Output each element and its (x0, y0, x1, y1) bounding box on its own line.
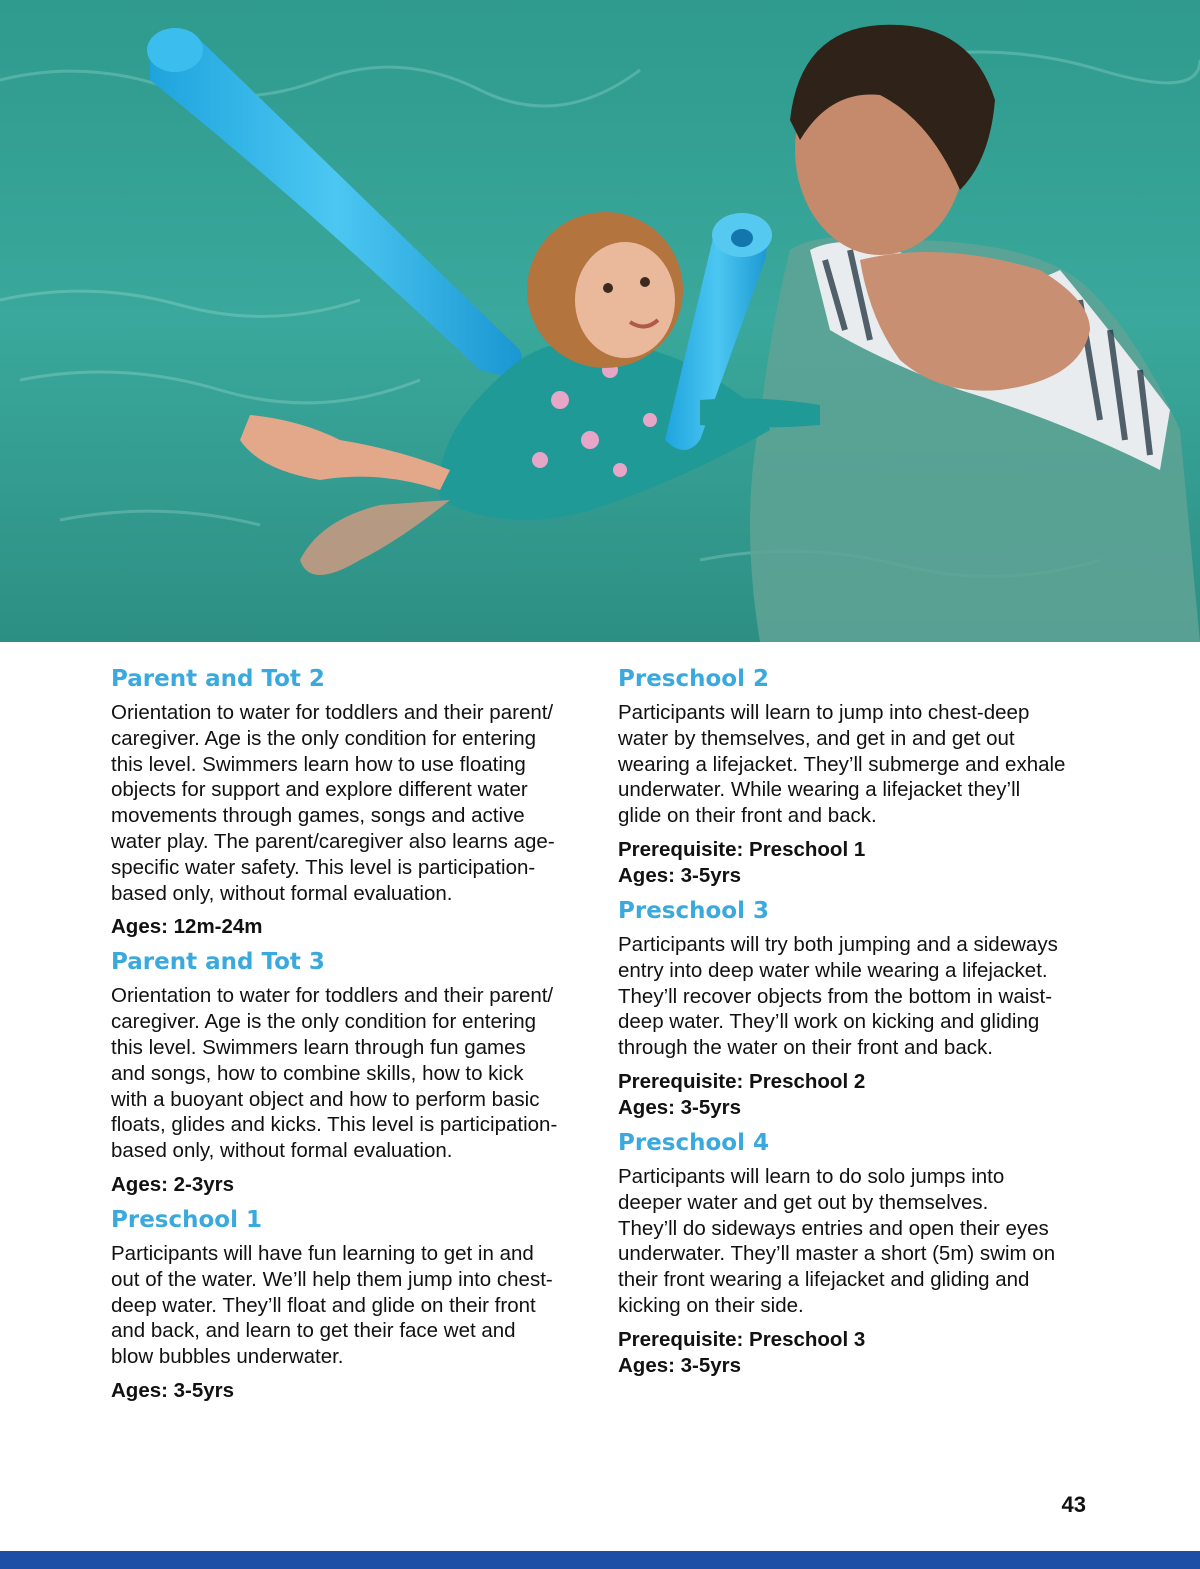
section-preschool-3 (618, 894, 1098, 1121)
section-meta (618, 1069, 1098, 1121)
section-preschool-4 (618, 1126, 1098, 1379)
section-meta (618, 837, 1098, 889)
section-meta (111, 1172, 586, 1198)
section-meta (618, 1327, 1098, 1379)
section-description: Participants will learn to do solo jumps into deeper water and get out by themselves. They’ll do sideways entries and open their eyes underwater. They’ll master a short (5m) swim on their front wearing a lifejacket and gliding and kicking on their side. (618, 1164, 1056, 1317)
section-description: Orientation to water for toddlers and their parent/ caregiver. Age is the only condition for entering this level. Swimmers learn how to use floating objects for support and explore different water movements through games, songs and active water play. The parent/caregiver also learns age- specific water safety. This level is participation- based only, without formal evaluation. (111, 701, 555, 905)
footer-bar (0, 1551, 1200, 1569)
pool-photo-illustration (0, 0, 1200, 642)
ages-label: Ages: 3-5yrs (111, 1378, 235, 1402)
prerequisite-label: Prerequisite: Preschool 2 (618, 1069, 866, 1093)
child-face (575, 242, 675, 358)
ages-label: Ages: 12m-24m (111, 915, 263, 939)
pool-photo (0, 0, 1200, 642)
prerequisite-label: Prerequisite: Preschool 1 (618, 837, 866, 861)
section-description: Participants will have fun learning to get in and out of the water. We’ll help them jump into chest- deep water. They’ll float and glide on their front and back, and learn to get their face wet and blow bubbles underwater. (111, 1241, 553, 1369)
section-heading: Preschool 3 (618, 897, 769, 924)
section-description: Orientation to water for toddlers and their parent/ caregiver. Age is the only condition for entering this level. Swimmers learn through fun games and songs, how to combine skills, how to kick with a buoyant object and how to perform basic floats, glides and kicks. This level is participation- based only, without formal evaluation. (111, 984, 558, 1163)
child-eye-left (603, 283, 613, 293)
ages-label: Ages: 2-3yrs (111, 1172, 235, 1196)
left-column (111, 662, 586, 1409)
section-heading: Parent and Tot 2 (111, 666, 325, 692)
child-arm (700, 398, 820, 427)
prerequisite-label: Prerequisite: Preschool 3 (618, 1327, 866, 1351)
ages-label: Ages: 3-5yrs (618, 1353, 742, 1377)
section-meta (111, 1378, 586, 1404)
section-preschool-1 (111, 1203, 586, 1404)
section-heading: Preschool 1 (111, 1206, 262, 1233)
page-number: 43 (1061, 1492, 1086, 1517)
section-heading: Preschool 4 (618, 1129, 769, 1156)
ages-label: Ages: 3-5yrs (618, 1095, 742, 1119)
noodle-hole (731, 229, 753, 247)
ages-label: Ages: 3-5yrs (618, 863, 742, 887)
section-parent-and-tot-3 (111, 945, 586, 1198)
section-description: Participants will try both jumping and a sideways entry into deep water while wearing a lifejacket. They’ll recover objects from the bottom in waist- deep water. They’ll work on kicking and gliding through the water on their front and back. (618, 932, 1058, 1060)
section-description: Participants will learn to jump into chest-deep water by themselves, and get in and get out wearing a lifejacket. They’ll submerge and exhale underwater. While wearing a lifejacket they’ll glide on their front and back. (618, 701, 1066, 828)
child-eye-right (640, 277, 650, 287)
noodle-end (147, 28, 203, 72)
section-parent-and-tot-2 (111, 662, 586, 940)
section-heading: Parent and Tot 3 (111, 949, 325, 976)
section-preschool-2 (618, 662, 1098, 889)
section-meta (111, 914, 586, 940)
right-column (618, 662, 1098, 1384)
section-heading: Preschool 2 (618, 666, 769, 692)
